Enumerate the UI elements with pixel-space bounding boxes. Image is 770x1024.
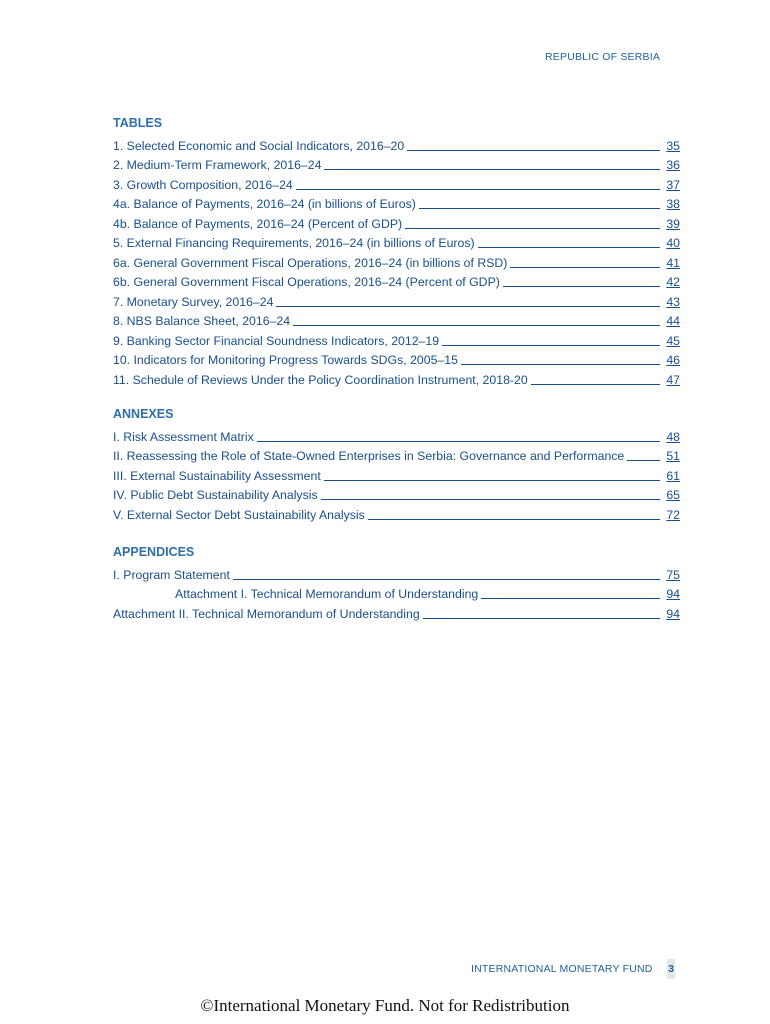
toc-page-link[interactable]: 41 [666, 255, 680, 270]
toc-page-link[interactable]: 39 [666, 216, 680, 231]
dot-leader [419, 208, 660, 209]
toc-page-link[interactable]: 42 [666, 275, 680, 289]
toc-entry-label: I. Risk Assessment Matrix [113, 429, 254, 444]
dot-leader [503, 286, 660, 287]
toc-entry-label: I. Program Statement [113, 567, 230, 582]
toc-entry[interactable] [113, 173, 680, 193]
dot-leader [233, 579, 660, 580]
toc-entry[interactable] [113, 310, 680, 330]
toc-entry[interactable] [113, 329, 680, 349]
toc-entry[interactable] [113, 425, 680, 445]
toc-entry[interactable] [113, 193, 680, 213]
toc-page-link[interactable]: 36 [666, 158, 680, 172]
toc-entry-label: 4a. Balance of Payments, 2016–24 (in billions of Euros) [113, 197, 416, 211]
toc-entry[interactable] [113, 368, 680, 388]
toc-entry[interactable] [113, 563, 680, 583]
dot-leader [296, 189, 660, 190]
annexes-section [113, 405, 680, 523]
toc-entry-label: 8. NBS Balance Sheet, 2016–24 [113, 314, 291, 328]
dot-leader [293, 325, 660, 326]
tables-section [113, 114, 680, 388]
dot-leader [368, 519, 660, 520]
toc-page-link[interactable]: 75 [666, 567, 680, 582]
toc-page-link[interactable]: 37 [666, 177, 680, 192]
toc-entry[interactable] [113, 503, 680, 523]
toc-entry[interactable] [113, 349, 680, 369]
toc-page-link[interactable]: 94 [666, 587, 680, 601]
toc-page-link[interactable]: 47 [666, 372, 680, 387]
dot-leader [461, 364, 660, 365]
dot-leader [321, 499, 660, 500]
running-head: REPUBLIC OF SERBIA [545, 51, 661, 63]
toc-entry-label: Attachment I. Technical Memorandum of Understanding [175, 587, 479, 601]
toc-page-link[interactable]: 65 [666, 488, 680, 502]
toc-entry-label: 4b. Balance of Payments, 2016–24 (Percent of GDP) [113, 216, 403, 231]
toc-entry-label: 10. Indicators for Monitoring Progress Towards SDGs, 2005–15 [113, 353, 458, 367]
toc-page-link[interactable]: 46 [666, 353, 680, 367]
dot-leader [481, 598, 660, 599]
toc-entry-label: II. Reassessing the Role of State-Owned Enterprises in Serbia: Governance and Performance [113, 449, 625, 463]
dot-leader [407, 150, 660, 151]
dot-leader [324, 480, 660, 481]
toc-entry[interactable] [113, 290, 680, 310]
tables-heading: TABLES [113, 116, 163, 130]
toc-page-link[interactable]: 61 [666, 468, 680, 483]
annexes-heading: ANNEXES [113, 407, 174, 421]
toc-entry[interactable] [113, 445, 680, 465]
dot-leader [276, 306, 660, 307]
toc-entry-label: 1. Selected Economic and Social Indicators, 2016–20 [113, 138, 405, 153]
dot-leader [627, 460, 660, 461]
toc-entry-label: 11. Schedule of Reviews Under the Policy Coordination Instrument, 2018-20 [113, 372, 528, 387]
toc-entry[interactable] [113, 154, 680, 174]
toc-entry-label: Attachment II. Technical Memorandum of Understanding [113, 606, 420, 621]
dot-leader [478, 247, 660, 248]
toc-page-link[interactable]: 94 [666, 606, 680, 621]
copyright-watermark: ©International Monetary Fund. Not for Redistribution [200, 996, 570, 1015]
toc-page-link[interactable]: 38 [666, 197, 680, 211]
toc-entry[interactable] [113, 602, 680, 622]
toc-entry-label: 3. Growth Composition, 2016–24 [113, 177, 293, 192]
toc-entry-label: V. External Sector Debt Sustainability Analysis [113, 507, 365, 522]
toc-page-link[interactable]: 51 [666, 449, 680, 463]
toc-entry[interactable] [113, 251, 680, 271]
toc-page-link[interactable]: 45 [666, 333, 680, 348]
toc-entry-label: 2. Medium-Term Framework, 2016–24 [113, 158, 322, 172]
toc-entry-label: IV. Public Debt Sustainability Analysis [113, 488, 318, 502]
page-number: 3 [667, 959, 675, 979]
toc-entry[interactable] [113, 484, 680, 504]
dot-leader [510, 267, 660, 268]
toc-entry-label: III. External Sustainability Assessment [113, 468, 321, 483]
toc-entry[interactable] [113, 583, 680, 603]
toc-entry[interactable] [113, 232, 680, 252]
toc-entry-label: 6b. General Government Fiscal Operations, 2016–24 (Percent of GDP) [113, 275, 500, 289]
dot-leader [531, 384, 660, 385]
toc-page-link[interactable]: 43 [666, 294, 680, 309]
toc-page-link[interactable]: 40 [666, 236, 680, 250]
footer-organization: INTERNATIONAL MONETARY FUND [471, 963, 653, 975]
dot-leader [257, 441, 660, 442]
dot-leader [405, 228, 660, 229]
dot-leader [423, 618, 660, 619]
appendices-section [113, 543, 680, 622]
dot-leader [324, 169, 660, 170]
toc-entry[interactable] [113, 271, 680, 291]
toc-entry-label: 9. Banking Sector Financial Soundness Indicators, 2012–19 [113, 333, 440, 348]
toc-page-link[interactable]: 35 [666, 138, 680, 153]
toc-entry-label: 7. Monetary Survey, 2016–24 [113, 294, 274, 309]
toc-page-link[interactable]: 48 [666, 429, 680, 444]
toc-entry[interactable] [113, 464, 680, 484]
dot-leader [442, 345, 660, 346]
toc-entry[interactable] [113, 212, 680, 232]
toc-entry-label: 5. External Financing Requirements, 2016–24 (in billions of Euros) [113, 236, 475, 250]
toc-entry[interactable] [113, 134, 680, 154]
toc-entry-label: 6a. General Government Fiscal Operations, 2016–24 (in billions of RSD) [113, 255, 508, 270]
appendices-heading: APPENDICES [113, 545, 195, 559]
toc-page-link[interactable]: 72 [666, 507, 680, 522]
toc-page-link[interactable]: 44 [666, 314, 680, 328]
